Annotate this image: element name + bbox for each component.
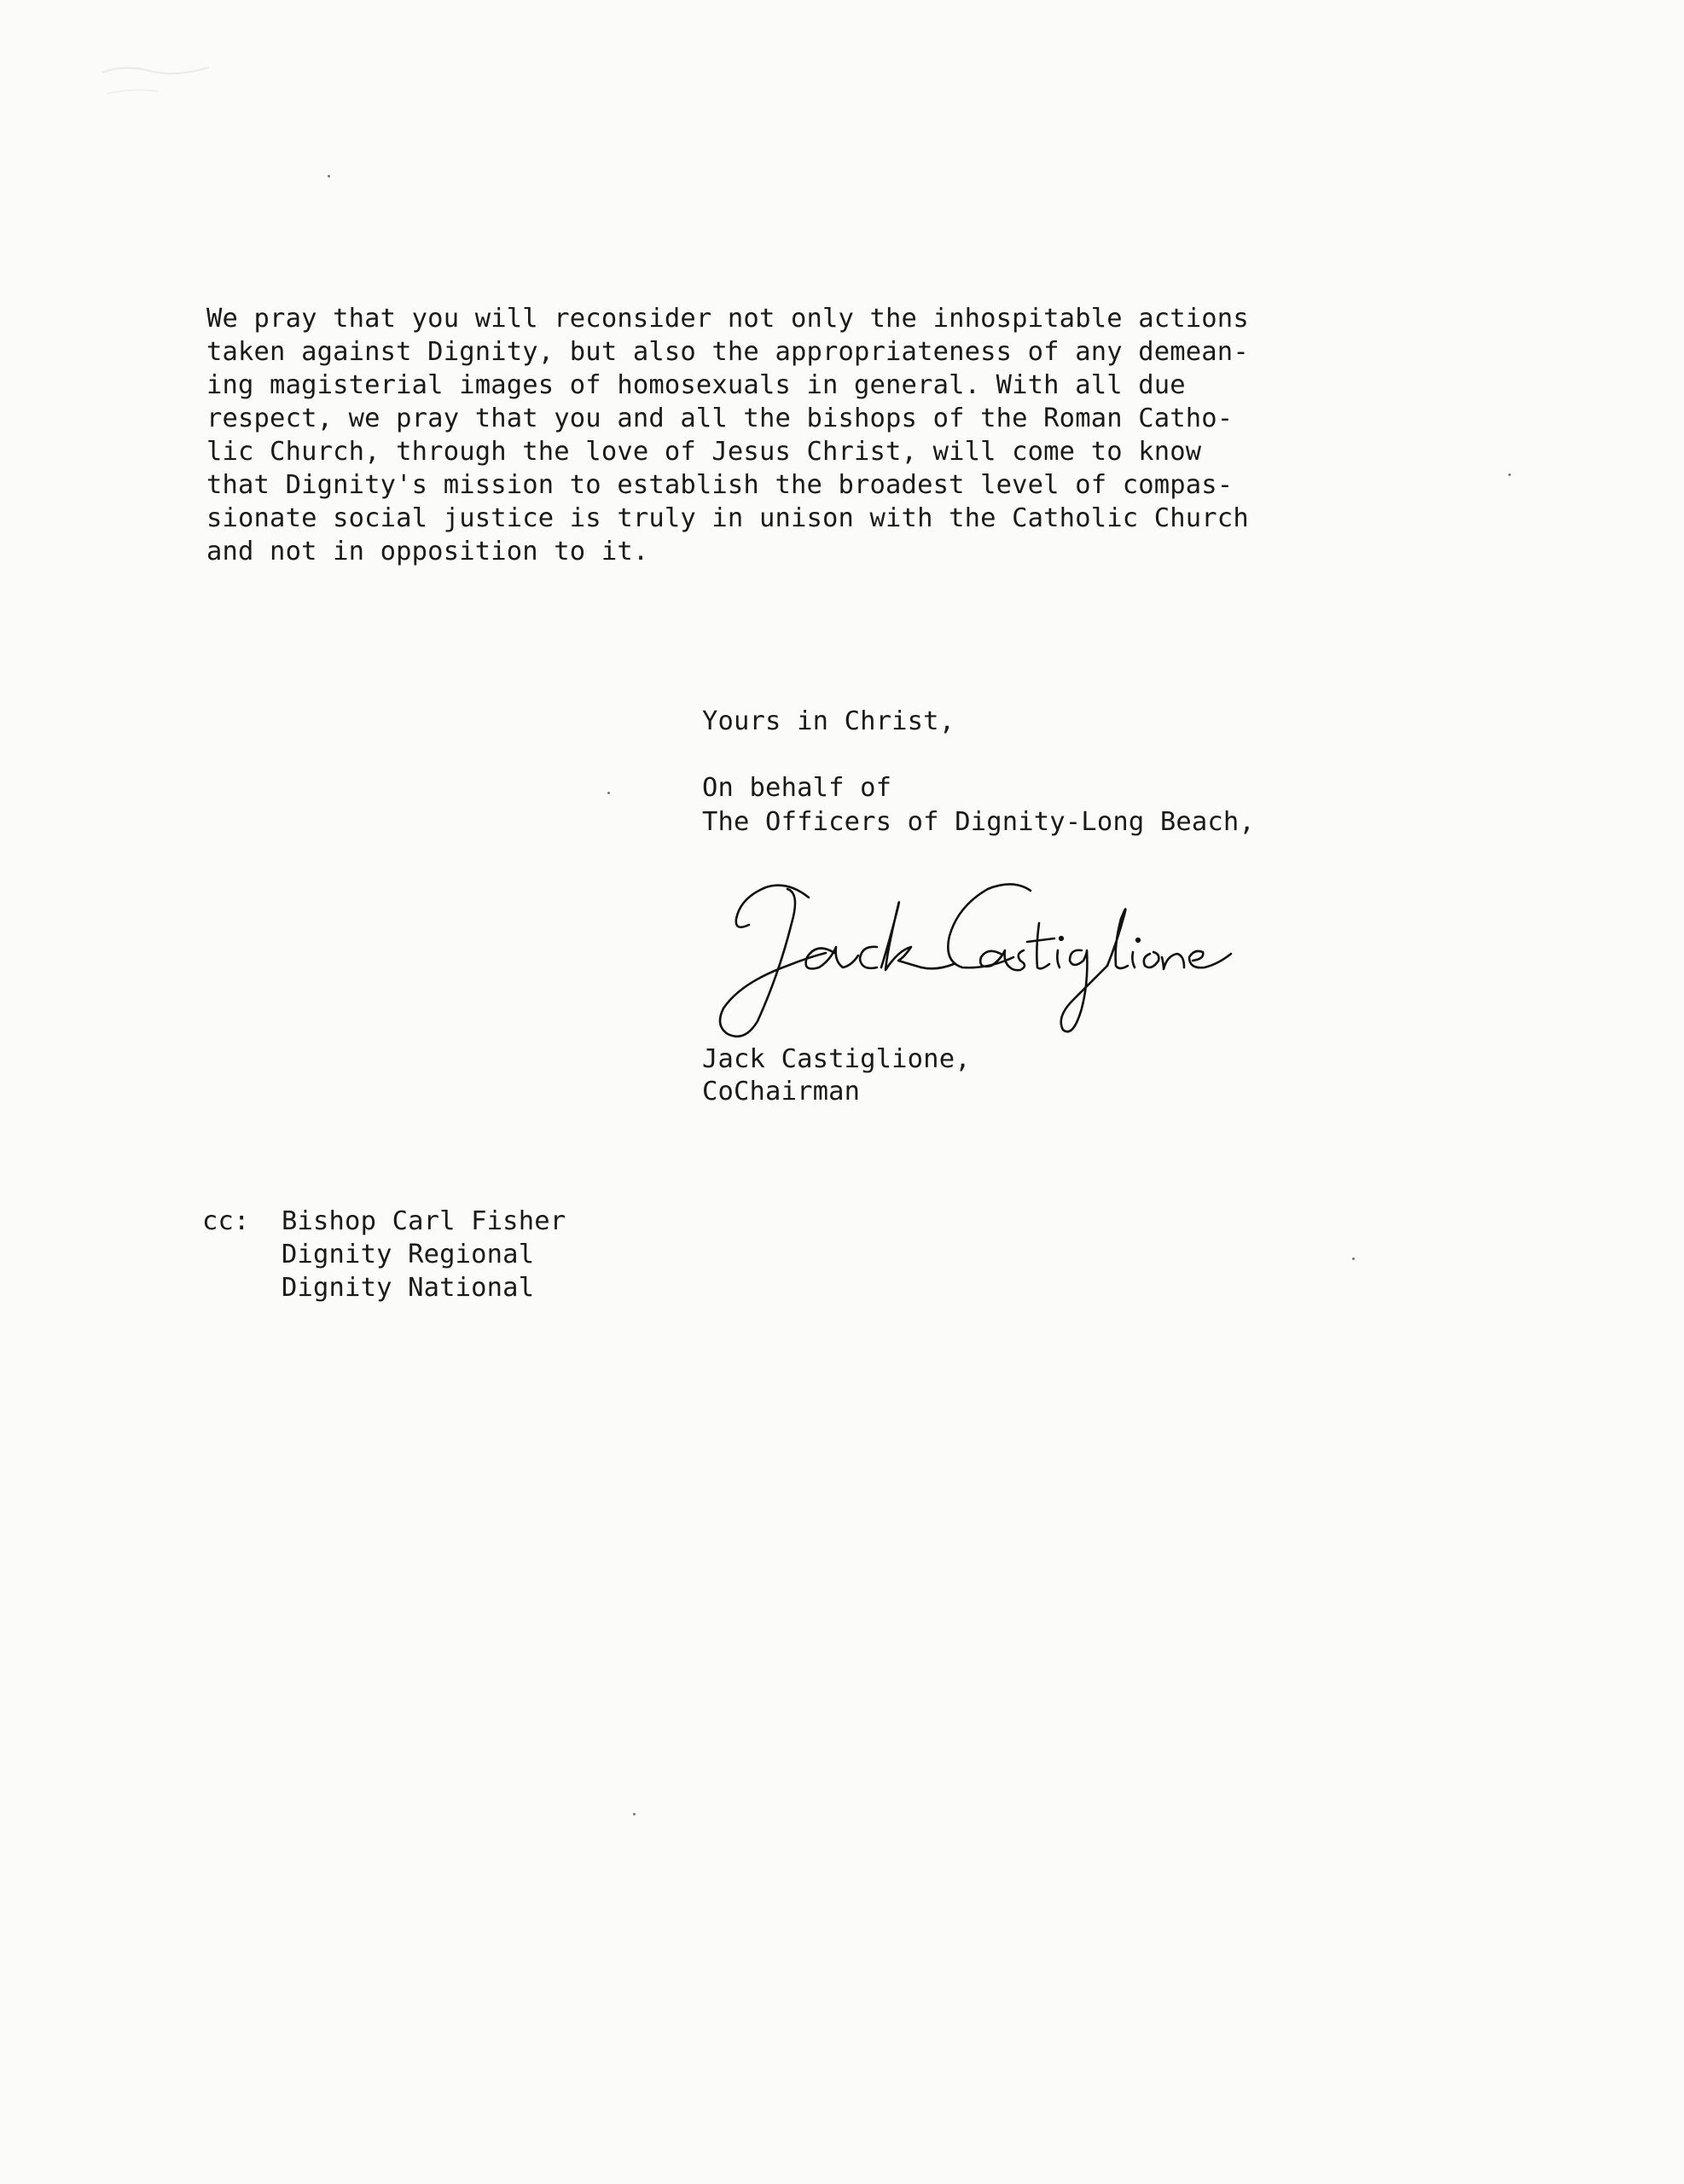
body-line: ing magisterial images of homosexuals in general. With all due <box>206 370 1186 400</box>
behalf-organization: The Officers of Dignity-Long Beach, <box>702 807 1255 837</box>
body-line: and not in opposition to it. <box>206 537 649 566</box>
cc-label: cc: <box>202 1206 250 1236</box>
handwritten-signature <box>706 872 1321 1043</box>
body-line: We pray that you will reconsider not only the inhospitable actions <box>206 304 1249 334</box>
cc-recipient: Bishop Carl Fisher <box>282 1206 566 1236</box>
paper-speck <box>328 175 330 177</box>
cc-recipient: Dignity Regional <box>282 1240 535 1269</box>
paper-speck <box>1508 473 1511 476</box>
body-line: that Dignity's mission to establish the broadest level of compas- <box>206 470 1234 500</box>
cc-recipient: Dignity National <box>282 1273 535 1303</box>
body-line: taken against Dignity, but also the appropriateness of any demean- <box>206 337 1249 367</box>
body-line: lic Church, through the love of Jesus Christ, will come to know <box>206 437 1202 467</box>
paper-speck <box>1352 1258 1355 1260</box>
paper-speck <box>633 1813 636 1815</box>
signer-title: CoChairman <box>702 1077 861 1107</box>
body-line: respect, we pray that you and all the bishops of the Roman Catho- <box>206 404 1234 433</box>
behalf-line: On behalf of <box>702 773 892 803</box>
body-line: sionate social justice is truly in unison with the Catholic Church <box>206 503 1249 533</box>
paper-scuff-mark <box>98 47 218 115</box>
signer-name: Jack Castiglione, <box>702 1044 971 1074</box>
closing-salutation: Yours in Christ, <box>702 706 955 736</box>
paper-speck <box>607 792 610 794</box>
